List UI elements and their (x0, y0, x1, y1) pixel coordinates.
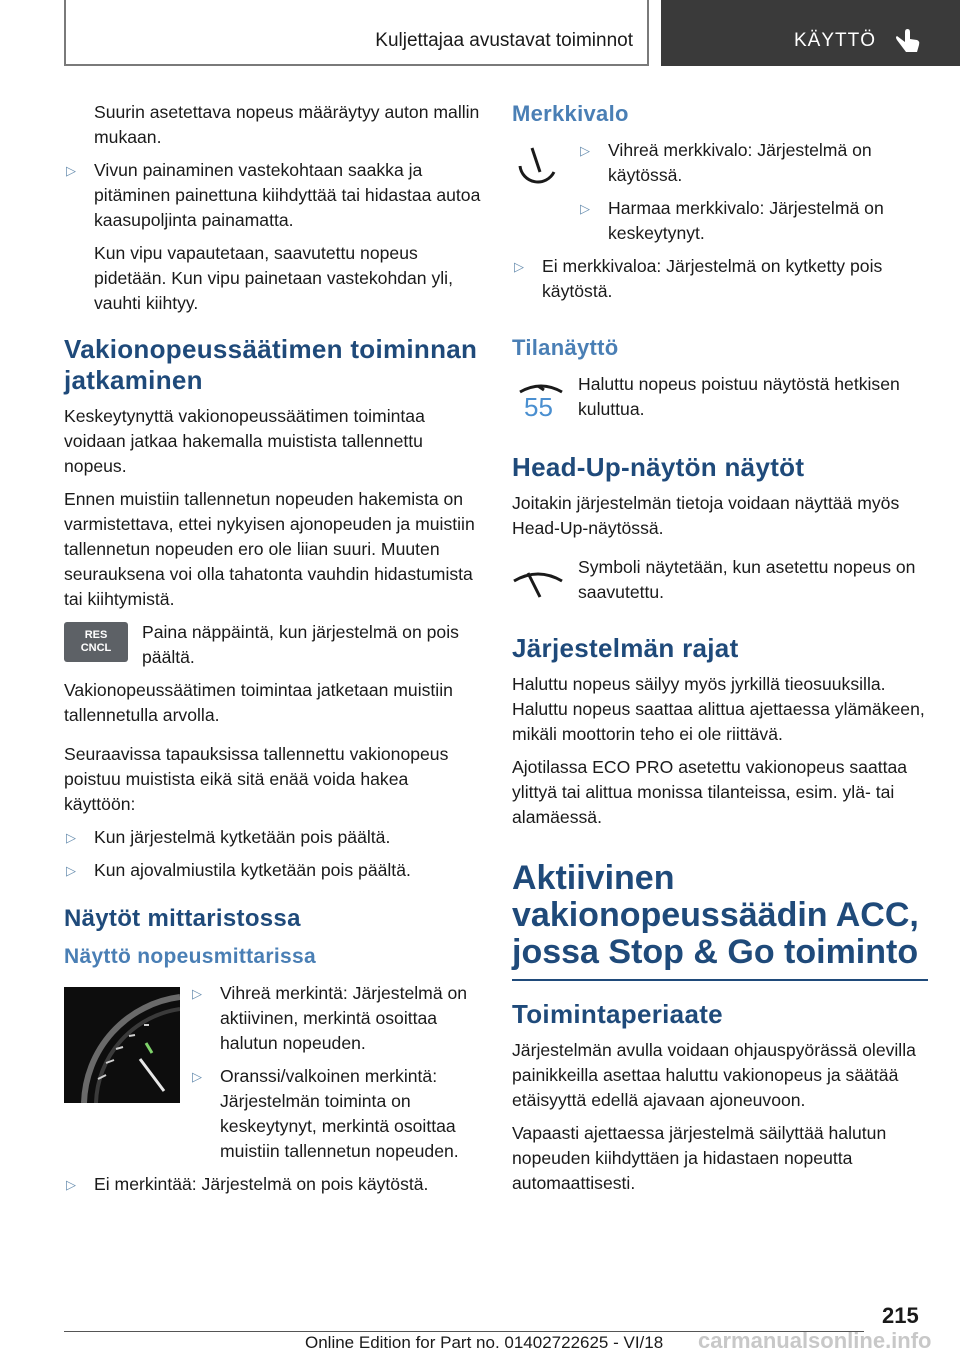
list-item (64, 1172, 482, 1197)
hand-pointer-icon (893, 26, 923, 54)
paragraph: Ajotilassa ECO PRO asetettu vakionopeus saattaa ylittyä tai alittua monissa tilanteissa, esim. ylä- tai alamäessä. (512, 757, 908, 827)
heading-hud: Head-Up-näytön näytöt (512, 452, 805, 482)
list-item (64, 825, 482, 850)
cncl-label: CNCL (80, 642, 112, 654)
heading-indicator: Merkkivalo (512, 101, 629, 126)
heading-resume: Vakionopeussäätimen toiminnan jatkaminen (64, 334, 478, 395)
bullet-triangle-icon: ▷ (580, 143, 590, 158)
paragraph: Keskeytynyttä vakionopeussäätimen toimintaa voidaan jatkaa hakemalla muistista tallennettu nopeus. (64, 406, 425, 476)
bullet-triangle-icon: ▷ (66, 863, 76, 878)
bullet-triangle-icon: ▷ (514, 259, 524, 274)
bullet-triangle-icon: ▷ (66, 1177, 76, 1192)
bullet-triangle-icon: ▷ (192, 986, 202, 1001)
list-item (512, 254, 928, 304)
list-item-text: Ei merkkivaloa: Järjestelmä on kytketty pois käytöstä. (542, 256, 883, 301)
heading-principle: Toimintaperiaate (512, 999, 723, 1029)
paragraph: Vakionopeussäätimen toimintaa jatketaan muistiin tallennetulla arvolla. (64, 680, 453, 725)
paragraph: Kun vipu vapautetaan, saavutettu nopeus pidetään. Kun vipu painetaan vastekohdan yli, vauhti kiihtyy. (94, 243, 453, 313)
list-item (64, 158, 482, 233)
list-item (578, 138, 928, 188)
header-chapter-tab (661, 0, 960, 66)
list-item (190, 981, 482, 1056)
hud-symbol-icon (512, 561, 564, 603)
list-item-text: Ei merkintää: Järjestelmä on pois käytöstä. (94, 1174, 429, 1194)
watermark: carmanualsonline.info (698, 1328, 932, 1353)
bullet-triangle-icon: ▷ (66, 163, 76, 178)
list-item (64, 858, 482, 883)
heading-status: Tilanäyttö (512, 335, 619, 360)
list-item (578, 196, 928, 246)
section-title: Kuljettajaa avustavat toiminnot (375, 30, 633, 51)
list-item (190, 1064, 482, 1164)
hud-row (512, 555, 928, 605)
heading-displays: Näytöt mittaristossa (64, 905, 301, 932)
heading-limits: Järjestelmän rajat (512, 633, 739, 663)
paragraph: Ennen muistiin tallennetun nopeuden hakemista on varmistettava, ettei nykyisen ajonopeuden ja muistiin tallennetun nopeuden ero ole liian suuri. Muuten seurauksena voi olla tahatonta vauhdin hidastumista tai kiihtymistä. (64, 489, 475, 609)
status-speed-icon (512, 374, 568, 424)
paragraph: Haluttu nopeus poistuu näytöstä hetkisen kuluttua. (578, 374, 900, 419)
left-column (64, 100, 482, 1205)
list-item-text: Vihreä merkkivalo: Järjestelmä on käytössä. (608, 140, 872, 185)
list-item-text: Kun järjestelmä kytketään pois päältä. (94, 827, 391, 847)
status-number: 55 (524, 392, 553, 422)
cruise-indicator-icon (512, 144, 562, 192)
res-button-row (64, 620, 482, 670)
list-item-text: Vivun painaminen vastekohtaan saakka ja pitäminen painettuna kiihdyttää tai hidastaa autoa kaasupoljinta painamatta. (94, 160, 481, 230)
list-item-text: Kun ajovalmiustila kytketään pois päältä. (94, 860, 411, 880)
paragraph: Paina näppäintä, kun järjestelmä on pois päältä. (142, 622, 459, 667)
list-item-text: Vihreä merkintä: Järjestelmä on aktiivinen, merkintä osoittaa halutun nopeuden. (220, 983, 468, 1053)
paragraph: Haluttu nopeus säilyy myös jyrkillä tieosuuksilla. Haluttu nopeus saattaa alittua ajettaessa ylämäkeen, mikäli moottorin teho ei ole riittävä. (512, 674, 925, 744)
header-section-box (64, 0, 649, 66)
res-cncl-button-icon (64, 622, 128, 662)
bullet-triangle-icon: ▷ (192, 1069, 202, 1084)
speedometer-row (64, 981, 482, 1164)
edition-text: Online Edition for Part no. 01402722625 - VI/18 (305, 1333, 664, 1352)
heading-acc: Aktiivinen vakionopeussäädin ACC, jossa Stop & Go toiminto (512, 859, 919, 971)
bullet-triangle-icon: ▷ (580, 201, 590, 216)
paragraph: Symboli näytetään, kun asetettu nopeus on saavutettu. (578, 557, 916, 602)
bullet-triangle-icon: ▷ (66, 830, 76, 845)
indicator-block (512, 138, 928, 246)
speedometer-image (64, 987, 180, 1103)
paragraph: Suurin asetettava nopeus määräytyy auton mallin mukaan. (94, 102, 480, 147)
paragraph: Joitakin järjestelmän tietoja voidaan näyttää myös Head-Up-näytössä. (512, 493, 900, 538)
heading-rule (512, 979, 928, 981)
paragraph: Vapaasti ajettaessa järjestelmä säilyttää halutun nopeuden kiihdyttäen ja hidastaen nopeutta automaattisesti. (512, 1123, 887, 1193)
status-row (512, 372, 928, 422)
chapter-title: KÄYTTÖ (794, 30, 877, 51)
heading-speedometer: Näyttö nopeusmittarissa (64, 945, 316, 968)
list-item-text: Oranssi/valkoinen merkintä: Järjestelmän toiminta on keskeytynyt, merkintä osoittaa muistiin tallennetun nopeuden. (220, 1066, 459, 1161)
res-label: RES (84, 629, 108, 641)
list-item-text: Harmaa merkkivalo: Järjestelmä on keskeytynyt. (608, 198, 884, 243)
paragraph: Seuraavissa tapauksissa tallennettu vakionopeus poistuu muistista eikä sitä enää voida hakea käyttöön: (64, 744, 449, 814)
right-column (512, 100, 928, 1204)
page-number: 215 (882, 1303, 919, 1328)
paragraph: Järjestelmän avulla voidaan ohjauspyörässä olevilla painikkeilla asettaa haluttu vakionopeus ja säätää etäisyyttä edellä ajavaan ajoneuvoon. (512, 1040, 916, 1110)
